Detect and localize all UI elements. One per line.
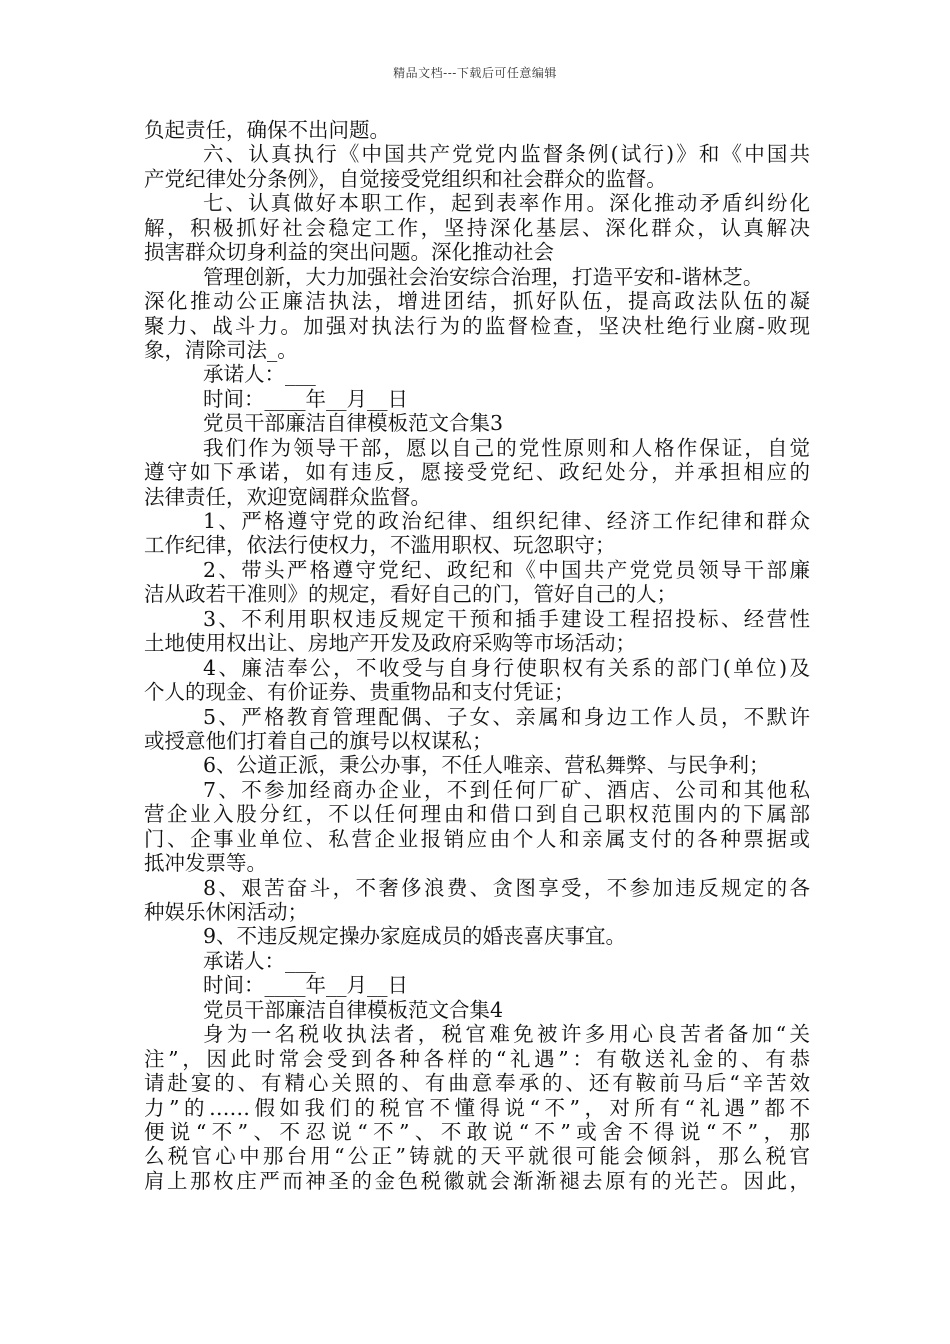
text-line: 门、企事业单位、私营企业报销应由个人和亲属支付的各种票据或 bbox=[144, 826, 810, 851]
text-line: 解，积极抓好社会稳定工作，坚持深化基层、深化群众，认真解决 bbox=[144, 215, 810, 240]
text-line: 4、廉洁奉公，不收受与自身行使职权有关系的部门(单位)及 bbox=[203, 655, 810, 680]
text-line: 9、不违反规定操办家庭成员的婚丧喜庆事宜。 bbox=[203, 924, 627, 949]
text-line: 6、公道正派，秉公办事，不任人唯亲、营私舞弊、与民争利； bbox=[203, 753, 770, 778]
text-line: 党员干部廉洁自律模板范文合集4 bbox=[203, 997, 504, 1022]
text-line: 3、不利用职权违反规定干预和插手建设工程招投标、经营性 bbox=[203, 606, 810, 631]
text-line: 注”，因此时常会受到各种各样的“礼遇”：有敬送礼金的、有恭 bbox=[144, 1046, 810, 1071]
text-line: 身为一名税收执法者，税官难免被许多用心良苦者备加“关 bbox=[203, 1022, 810, 1047]
text-line: 承诺人：___ bbox=[203, 362, 316, 387]
text-line: 聚力、战斗力。加强对执法行为的监督检查，坚决杜绝行业腐-败现 bbox=[144, 313, 810, 338]
text-line: 遵守如下承诺，如有违反，愿接受党纪、政纪处分，并承担相应的 bbox=[144, 460, 810, 485]
text-line: 党员干部廉洁自律模板范文合集3 bbox=[203, 411, 504, 436]
text-line: 5、严格教育管理配偶、子女、亲属和身边工作人员，不默许 bbox=[203, 704, 810, 729]
text-line: 土地使用权出让、房地产开发及政府采购等市场活动； bbox=[144, 631, 636, 656]
text-line: 损害群众切身利益的突出问题。深化推动社会 bbox=[144, 240, 554, 265]
text-line: 六、认真执行《中国共产党党内监督条例(试行)》和《中国共 bbox=[203, 142, 810, 167]
text-line: 抵冲发票等。 bbox=[144, 851, 267, 876]
text-line: 法律责任，欢迎宽阔群众监督。 bbox=[144, 484, 431, 509]
text-line: 我们作为领导干部，愿以自己的党性原则和人格作保证，自觉 bbox=[203, 435, 810, 460]
text-line: 种娱乐休闲活动； bbox=[144, 900, 308, 924]
text-line: 深化推动公正廉洁执法，增进团结，抓好队伍，提高政法队伍的凝 bbox=[144, 289, 810, 314]
text-line: 1、严格遵守党的政治纪律、组织纪律、经济工作纪律和群众 bbox=[203, 509, 810, 533]
text-line: 便说“不”、不忍说“不”、不敢说“不”或舍不得说“不”，那 bbox=[144, 1119, 810, 1144]
document-body bbox=[144, 118, 810, 1193]
text-line: 象，清除司法_。 bbox=[144, 337, 298, 362]
page-header: 精品文档---下载后可任意编辑 bbox=[393, 66, 557, 80]
text-line: 承诺人：___ bbox=[203, 948, 316, 973]
text-line: 或授意他们打着自己的旗号以权谋私； bbox=[144, 728, 493, 753]
text-line: 管理创新，大力加强社会治安综合治理，打造平安和-谐林芝。 bbox=[203, 264, 764, 289]
text-line: 2、带头严格遵守党纪、政纪和《中国共产党党员领导干部廉 bbox=[203, 557, 810, 582]
text-line: 肩上那枚庄严而神圣的金色税徽就会渐渐褪去原有的光芒。因此， bbox=[144, 1168, 810, 1193]
text-line: 7、不参加经商办企业，不到任何厂矿、酒店、公司和其他私 bbox=[203, 777, 810, 802]
text-line: 个人的现金、有价证券、贵重物品和支付凭证； bbox=[144, 680, 575, 705]
text-line: 工作纪律，依法行使权力，不滥用职权、玩忽职守； bbox=[144, 533, 616, 558]
text-line: 时间：____年__月__日 bbox=[203, 386, 408, 411]
text-line: 洁从政若干准则》的规定，看好自己的门，管好自己的人； bbox=[144, 582, 677, 607]
text-line: 请赴宴的、有精心关照的、有曲意奉承的、还有鞍前马后“辛苦效 bbox=[144, 1071, 810, 1096]
text-line: 七、认真做好本职工作，起到表率作用。深化推动矛盾纠纷化 bbox=[203, 191, 810, 216]
text-line: 时间：____年__月__日 bbox=[203, 973, 408, 998]
text-line: 营企业入股分红，不以任何理由和借口到自己职权范围内的下属部 bbox=[144, 802, 810, 827]
text-line: 力”的……假如我们的税官不懂得说“不”，对所有“礼遇”都不 bbox=[144, 1095, 810, 1120]
text-line: 负起责任，确保不出问题。 bbox=[144, 118, 390, 142]
text-line: 8、艰苦奋斗，不奢侈浪费、贪图享受，不参加违反规定的各 bbox=[203, 875, 810, 900]
text-line: 产党纪律处分条例》，自觉接受党组织和社会群众的监督。 bbox=[144, 166, 667, 191]
text-line: 么税官心中那台用“公正”铸就的天平就很可能会倾斜，那么税官 bbox=[144, 1144, 810, 1169]
